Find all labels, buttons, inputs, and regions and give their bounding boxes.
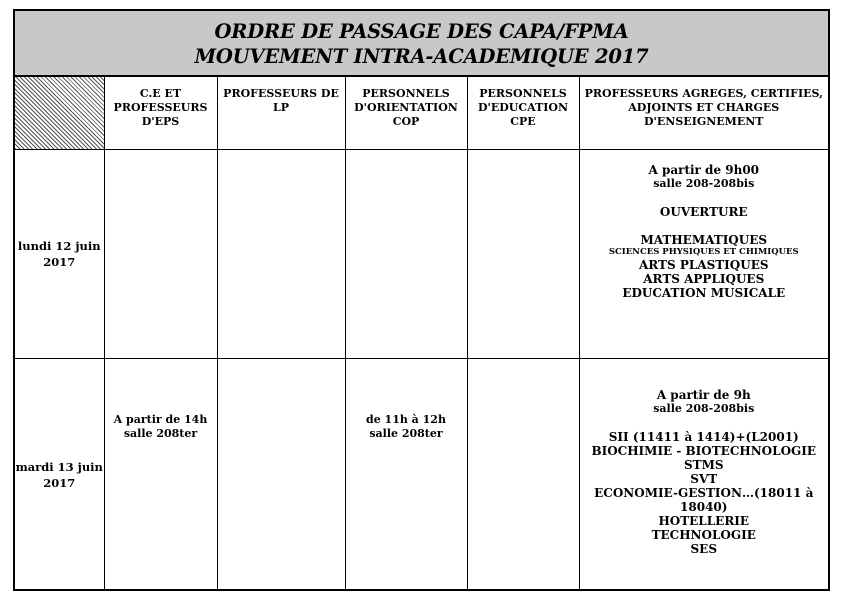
subject: TECHNOLOGIE <box>651 527 756 542</box>
header-corner-hatched <box>15 77 104 149</box>
subject: HOTELLERIE <box>658 513 750 528</box>
header-agreges: PROFESSEURS AGREGES, CERTIFIES, ADJOINTS ET CHARGES D'ENSEIGNEMENT <box>579 77 828 149</box>
start-time: A partir de 9h00 <box>648 162 760 177</box>
subject: EDUCATION MUSICALE <box>622 285 786 300</box>
cell-agreges-program <box>579 149 828 358</box>
date-cell: mardi 13 juin 2017 <box>15 358 104 591</box>
cell-cpe-empty <box>467 149 579 358</box>
subject: STMS <box>683 457 724 472</box>
subject: SCIENCES PHYSIQUES ET CHIMIQUES <box>608 246 799 257</box>
row-tuesday <box>15 358 828 591</box>
opening-label: OUVERTURE <box>659 204 748 219</box>
header-cop: PERSONNELS D'ORIENTATION COP <box>345 77 467 149</box>
cell-cop-empty <box>345 149 467 358</box>
subject: ECONOMIE-GESTION…(18011 à 18040) <box>594 485 814 514</box>
room: salle 208-208bis <box>653 176 755 190</box>
start-time: A partir de 9h <box>656 387 751 402</box>
cell-eps-session: A partir de 14h salle 208ter <box>104 358 217 591</box>
room: salle 208-208bis <box>653 401 755 415</box>
header-cpe: PERSONNELS D'EDUCATION CPE <box>467 77 579 149</box>
header-eps: C.E ET PROFESSEURS D'EPS <box>104 77 217 149</box>
cell-cpe-empty <box>467 358 579 591</box>
schedule-document <box>13 9 830 591</box>
subject: ARTS PLASTIQUES <box>638 257 769 272</box>
cell-agreges-program <box>579 358 828 591</box>
schedule-table <box>15 77 828 591</box>
header-row <box>15 77 828 149</box>
subject: SII (11411 à 1414)+(L2001) <box>608 429 799 444</box>
cell-lp-empty <box>217 149 345 358</box>
date-cell: lundi 12 juin 2017 <box>15 149 104 358</box>
title-line-1: ORDRE DE PASSAGE DES CAPA/FPMA <box>214 20 629 43</box>
subject: BIOCHIMIE - BIOTECHNOLOGIE <box>591 443 817 458</box>
subject: ARTS APPLIQUES <box>643 271 765 286</box>
cell-eps-empty <box>104 149 217 358</box>
cell-lp-empty <box>217 358 345 591</box>
subject: SVT <box>690 471 718 486</box>
subject: SES <box>690 541 717 556</box>
subject: MATHEMATIQUES <box>640 232 768 247</box>
cell-cop-session: de 11h à 12h salle 208ter <box>345 358 467 591</box>
document-title <box>15 11 828 77</box>
header-lp: PROFESSEURS DE LP <box>217 77 345 149</box>
title-line-2: MOUVEMENT INTRA-ACADEMIQUE 2017 <box>194 45 649 68</box>
row-monday <box>15 149 828 358</box>
